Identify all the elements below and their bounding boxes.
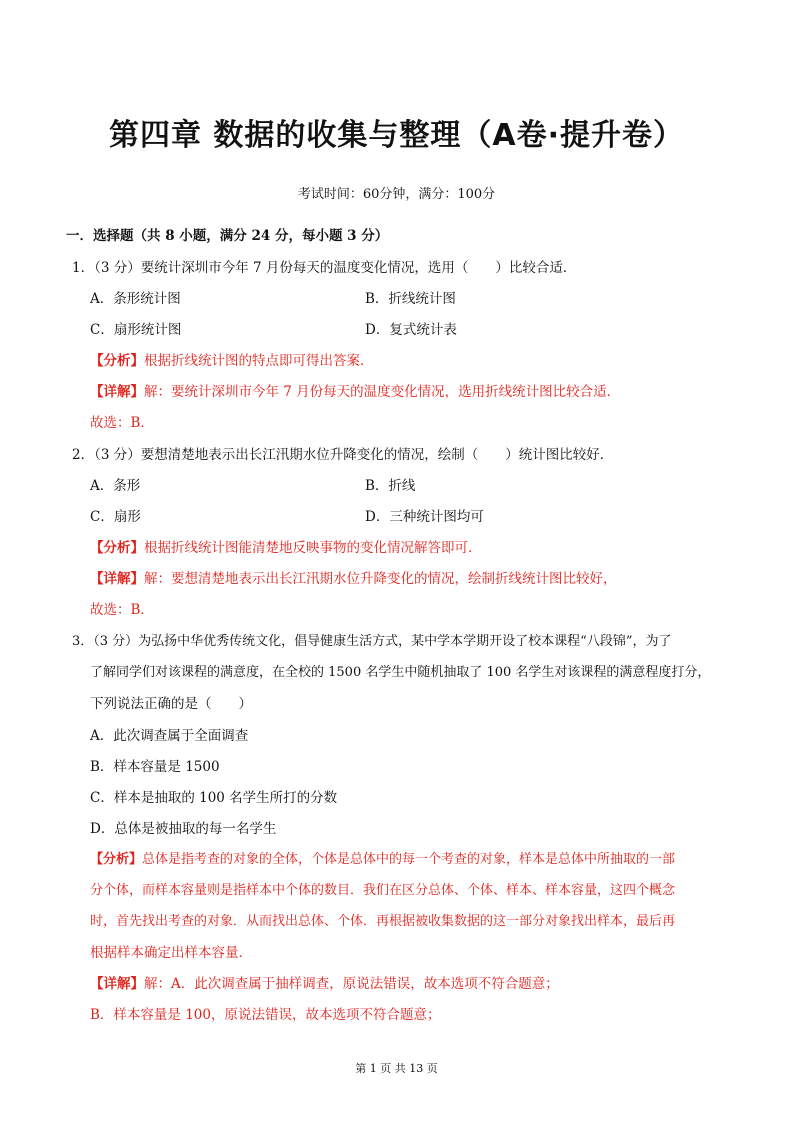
analysis-tag: 【分析】 bbox=[90, 852, 143, 867]
q1-detail bbox=[90, 382, 620, 402]
q2-detail bbox=[90, 569, 617, 589]
q3-stem-line-1: 3．（3 分）为弘扬中华优秀传统文化，倡导健康生活方式，某中学本学期开设了校本课程“八段锦”，为了 bbox=[72, 634, 672, 649]
page-title: 第四章 数据的收集与整理（A卷·提升卷） bbox=[108, 118, 685, 153]
detail-text: 解：要统计深圳市今年 7 月份每天的温度变化情况，选用折线统计图比较合适． bbox=[144, 384, 621, 400]
q3-analysis-line-3: 时，首先找出考查的对象．从而找出总体、个体．再根据被收集数据的这一部分对象找出样本，最后再 bbox=[90, 914, 676, 929]
q1-option-b: B．折线统计图 bbox=[365, 291, 456, 307]
q1-stem: 1．（3 分）要统计深圳市今年 7 月份每天的温度变化情况，选用（ ）比较合适． bbox=[72, 260, 577, 276]
detail-tag: 【详解】 bbox=[90, 976, 144, 992]
detail-text: 解：A．此次调查属于抽样调查，原说法错误，故本选项不符合题意； bbox=[144, 976, 559, 992]
q2-answer: 故选：B． bbox=[90, 602, 154, 618]
analysis-tag: 【分析】 bbox=[90, 353, 144, 369]
analysis-tag: 【分析】 bbox=[90, 540, 144, 556]
section-heading: 一．选择题（共 8 小题，满分 24 分，每小题 3 分） bbox=[66, 228, 389, 244]
q1-answer: 故选：B． bbox=[90, 415, 154, 431]
q3-option-b: B．样本容量是 1500 bbox=[90, 759, 220, 775]
q1-option-d: D．复式统计表 bbox=[365, 322, 457, 338]
q3-option-a: A．此次调查属于全面调查 bbox=[90, 728, 249, 744]
analysis-text: 总体是指考查的对象的全体，个体是总体中的每一个考查的对象，样本是总体中所抽取的一部 bbox=[142, 852, 676, 867]
analysis-text: 根据折线统计图能清楚地反映事物的变化情况解答即可． bbox=[144, 540, 482, 556]
q3-option-c: C．样本是抽取的 100 名学生所打的分数 bbox=[90, 790, 338, 806]
page-footer: 第 1 页 共 13 页 bbox=[355, 1062, 438, 1075]
detail-tag: 【详解】 bbox=[90, 571, 144, 587]
detail-tag: 【详解】 bbox=[90, 384, 144, 400]
q2-option-d: D．三种统计图均可 bbox=[365, 509, 484, 525]
q3-detail-line-2: B．样本容量是 100，原说法错误，故本选项不符合题意； bbox=[90, 1007, 441, 1023]
q2-stem: 2．（3 分）要想清楚地表示出长江汛期水位升降变化的情况，绘制（ ）统计图比较好． bbox=[72, 447, 614, 463]
analysis-text: 根据折线统计图的特点即可得出答案． bbox=[144, 353, 374, 369]
exam-info: 考试时间：60分钟，满分：100分 bbox=[297, 187, 496, 202]
q1-analysis bbox=[90, 351, 374, 371]
q3-stem-line-3: 下列说法正确的是（ ） bbox=[90, 696, 252, 712]
q3-analysis-line-2: 分个体，而样本容量则是指样本中个体的数目．我们在区分总体、个体、样本、样本容量，这四个概念 bbox=[90, 883, 676, 898]
q1-option-a: A．条形统计图 bbox=[90, 291, 181, 307]
q3-analysis-line-1 bbox=[90, 850, 675, 870]
q3-detail-line-1 bbox=[90, 974, 559, 994]
q3-option-d: D．总体是被抽取的每一名学生 bbox=[90, 821, 277, 837]
detail-text: 解：要想清楚地表示出长江汛期水位升降变化的情况，绘制折线统计图比较好， bbox=[144, 571, 617, 587]
q1-option-c: C．扇形统计图 bbox=[90, 322, 182, 338]
q3-analysis-line-4: 根据样本确定出样本容量． bbox=[90, 945, 252, 961]
q2-option-b: B．折线 bbox=[365, 478, 416, 494]
q3-stem-line-2: 了解同学们对该课程的满意度，在全校的 1500 名学生中随机抽取了 100 名学生对该课程的满意程度打分， bbox=[90, 665, 711, 680]
q2-analysis bbox=[90, 538, 482, 558]
q2-option-a: A．条形 bbox=[90, 478, 141, 494]
q2-option-c: C．扇形 bbox=[90, 509, 141, 525]
